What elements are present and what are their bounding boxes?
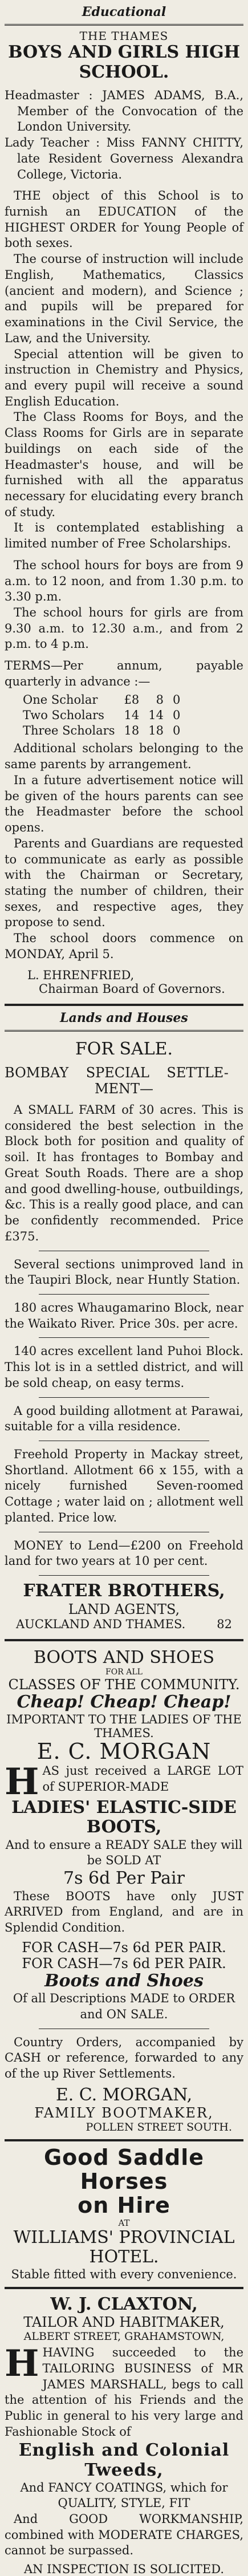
boots-paragraph: Country Orders, accompanied by CASH or reference, forwarded to any of the up River Settlements. <box>5 2035 243 2081</box>
agent-subtitle: LAND AGENTS, <box>68 1601 180 1617</box>
land-listing: Several sections unimproved land in the Taupiri Block, near Huntly Station. <box>5 1257 243 1287</box>
dropcap-h: H <box>5 1763 39 1798</box>
school-paragraph: It is contemplated establishing a limited number of Free Scholarships. <box>5 521 243 551</box>
school-paragraph: THE object of this School is to furnish an EDUCATION of the HIGHEST ORDER for Young People of both sexes. <box>5 189 243 250</box>
fee-pence: 0 <box>172 692 181 707</box>
horses-heading-cont: on Hire <box>78 2192 170 2218</box>
headmaster-line: Headmaster : JAMES ADAMS, B.A., Member of the Convocation of the London University. <box>5 88 243 134</box>
tailor-paragraph: And GOOD WORKMANSHIP, combined with MODERATE CHARGES, cannot be surpassed. <box>5 2512 243 2558</box>
boots-paragraph: AS just received a LARGE LOT of SUPERIOR-MADE <box>42 1764 243 1794</box>
agent-footer <box>5 1617 243 1631</box>
morgan-street: POLLEN STREET SOUTH. <box>86 2121 232 2134</box>
fee-pounds: 14 <box>124 708 140 722</box>
land-listing: 180 acres Whaugamarino Block, near the Waikato River. Price 30s. per acre. <box>5 1300 243 1330</box>
table-row <box>18 692 185 708</box>
tailor-street: ALBERT STREET, GRAHAMSTOWN, <box>23 2330 225 2343</box>
fee-pence: 0 <box>172 724 181 738</box>
fee-pounds: 18 <box>124 724 140 738</box>
school-paragraph: In a future advertisement notice will be given of the hours parents can see the Headmaster before the school opens. <box>5 773 243 835</box>
lady-teacher-line: Lady Teacher : Miss FANNY CHITTY, late Resident Governess Alexandra College, Victoria. <box>5 136 243 181</box>
school-paragraph: Additional scholars belonging to the same parents by arrangement. <box>5 741 243 772</box>
terms-line: TERMS—Per annum, payable quarterly in advance :— <box>5 659 243 688</box>
divider <box>39 1575 209 1576</box>
tailor-trade: TAILOR AND HABITMAKER, <box>23 2314 225 2331</box>
fee-shillings: 14 <box>148 708 164 722</box>
fee-pence: 0 <box>172 708 181 722</box>
boots-paragraph: And to ensure a READY SALE they will be SOLD AT <box>5 1837 243 1868</box>
school-advertisement <box>5 26 243 996</box>
boots-paragraph: Of all Descriptions MADE to ORDER and ON SALE. <box>13 1991 235 2022</box>
land-listing: Freehold Property in Mackay street, Shortland. Allotment 66 x 155, with a nicely furnished Seven-roomed Cottage ; water laid on ; allotment well planted. Price low. <box>5 1447 243 1524</box>
school-paragraph: Parents and Guardians are requested to communicate as early as possible with the Chairman or Secretary, stating the number of children, their sexes, and respective ages, they propose to send. <box>5 836 243 930</box>
boots-and-shoes: Boots and Shoes <box>44 1970 204 1991</box>
morgan-name-2: E. C. MORGAN, <box>55 2084 193 2105</box>
agent-place: AUCKLAND AND THAMES. <box>16 1617 186 1631</box>
fee-pounds: £8 <box>124 692 140 707</box>
boots-paragraph: These BOOTS have only JUST ARRIVED from England, and are in Splendid Condition. <box>5 1889 243 1935</box>
signer-title: Chairman Board of Governors. <box>39 981 225 996</box>
fee-label: One Scholar <box>23 692 98 707</box>
horses-advertisement <box>5 2141 243 2281</box>
horses-heading: Good Saddle Horses <box>43 2145 205 2194</box>
school-top-line: THE THAMES <box>79 29 169 43</box>
land-advertisement <box>5 1032 243 1631</box>
school-hours-boys: The school hours for boys are from 9 a.m. to 12 noon, and from 1.30 p.m. to 3.30 p.m. <box>5 558 243 604</box>
school-name: BOYS AND GIRLS HIGH SCHOOL. <box>8 42 240 82</box>
divider <box>39 1397 209 1398</box>
settlement-heading: BOMBAY SPECIAL SETTLE- <box>5 1065 229 1081</box>
inspection-line: AN INSPECTION IS SOLICITED. <box>23 2562 225 2576</box>
fee-shillings: 18 <box>148 724 164 738</box>
money-to-lend: MONEY to Lend—£200 on Freehold land for two years at 10 per cent. <box>5 1538 243 1568</box>
fee-label: Two Scholars <box>23 708 104 722</box>
tweeds-line: English and Colonial Tweeds, <box>18 2440 230 2480</box>
fee-shillings: 8 <box>156 692 164 707</box>
important-line: IMPORTANT TO THE LADIES OF THE THAMES. <box>6 1712 242 1740</box>
school-paragraph: The school doors commence on MONDAY, April 5. <box>5 931 243 961</box>
hotel-name: WILLIAMS' PROVINCIAL HOTEL. <box>13 2227 235 2267</box>
morgan-name: E. C. MORGAN <box>36 1738 212 1764</box>
table-row <box>18 708 185 723</box>
boots-for-all: FOR ALL <box>105 1668 143 1677</box>
tailor-paragraph: And FANCY COATINGS, which for QUALITY, STYLE, FIT <box>20 2480 228 2510</box>
boots-classes: CLASSES OF THE COMMUNITY. <box>8 1677 240 1693</box>
dropcap-h: H <box>5 2345 39 2386</box>
tailor-paragraph: HAVING succeeded to the TAILORING BUSINESS of MR JAMES MARSHALL, begs to call the attention of his Friends and the Public in general to his very large and Fashionable Stock of <box>5 2346 243 2439</box>
land-listing: 140 acres excellent land Puhoi Block. This lot is in a settled district, and will be sold cheap, on easy terms. <box>5 1344 243 1390</box>
school-hours-girls: The school hours for girls are from 9.30 a.m. to 12.30 a.m., and from 2 p.m. to 4 p.m. <box>5 606 243 651</box>
section-heading-lands: Lands and Houses <box>60 1010 188 1025</box>
fees-table <box>18 692 185 739</box>
boots-heading: BOOTS AND SHOES <box>33 1647 215 1668</box>
cheap-line: Cheap! Cheap! Cheap! <box>17 1692 231 1713</box>
divider <box>39 1294 209 1295</box>
agent-number: 82 <box>217 1617 232 1631</box>
school-paragraph: The Class Rooms for Boys, and the Class Rooms for Girls are in separate buildings on each side of the Headmaster's house, and will be furnished with all the apparatus necessary for elucidating every branch of study. <box>5 410 243 519</box>
tailor-name: W. J. CLAXTON, <box>50 2294 198 2314</box>
divider <box>39 1337 209 1338</box>
horses-at: AT <box>118 2217 130 2228</box>
morgan-trade: FAMILY BOOTMAKER, <box>34 2105 214 2121</box>
table-row <box>18 723 185 739</box>
stable-line: Stable fitted with every convenience. <box>11 2267 237 2281</box>
boots-advertisement <box>5 1641 243 2134</box>
settlement-heading-cont: MENT— <box>94 1081 154 1097</box>
ladies-boots-line: LADIES' ELASTIC-SIDE BOOTS, <box>11 1797 237 1837</box>
section-heading-educational: Educational <box>82 5 166 19</box>
land-listing: A SMALL FARM of 30 acres. This is considered the best selection in the Block both for position and quality of soil. It has frontages to Bombay and Great South Roads. There are a shop and good dwelling-house, outbuildings, &c. This is a really good place, and can be confidently recommended. Price £375. <box>5 1103 243 1243</box>
agent-name: FRATER BROTHERS, <box>23 1581 225 1601</box>
land-listing: A good building allotment at Parawai, suitable for a villa residence. <box>5 1403 243 1434</box>
school-paragraph: The course of instruction will include English, Mathematics, Classics (ancient and modern), and Science ; and pupils will be prepared for examinations in the Civil Service, the Law, and the University. <box>5 252 243 345</box>
price-line: 7s 6d Per Pair <box>63 1868 185 1889</box>
for-sale-heading: FOR SALE. <box>75 1038 173 1059</box>
school-paragraph: Special attention will be given to instruction in Chemistry and Physics, and every pupil will receive a sound English Education. <box>5 347 243 408</box>
cash-line: FOR CASH—7s 6d PER PAIR. <box>22 1955 226 1971</box>
cash-line: FOR CASH—7s 6d PER PAIR. <box>22 1939 226 1956</box>
tailor-advertisement <box>5 2289 243 2576</box>
signer-name: L. EHRENFRIED, <box>27 968 135 982</box>
fee-label: Three Scholars <box>23 724 115 738</box>
